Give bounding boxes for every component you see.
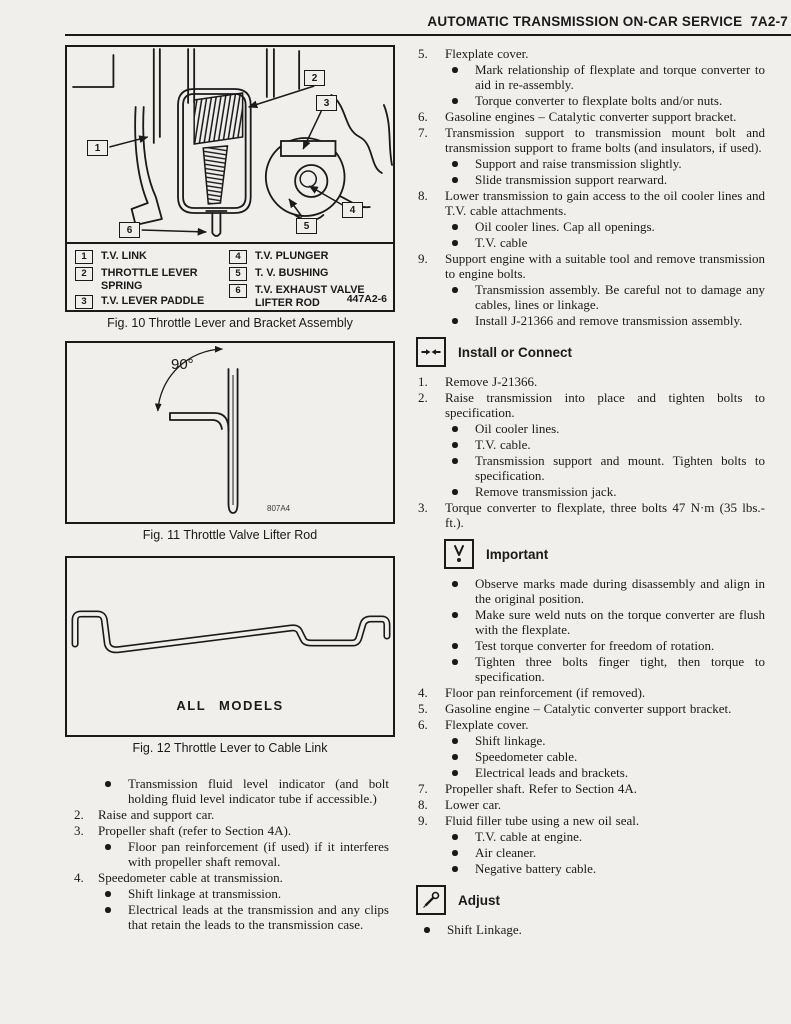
step-number: 8. <box>418 188 428 203</box>
page-body <box>65 45 765 937</box>
list-item: Electrical leads and brackets. <box>416 765 765 780</box>
legend-label: T.V. PLUNGER <box>255 250 329 262</box>
list-item: T.V. cable. <box>416 437 765 452</box>
bullet-icon <box>452 156 475 171</box>
step-number: 9. <box>418 251 428 266</box>
section-title: Install or Connect <box>458 344 573 360</box>
list-item: Oil cooler lines. Cap all openings. <box>416 219 765 234</box>
list-item: Shift linkage at transmission. <box>65 886 389 901</box>
list-item: 4. Floor pan reinforcement (if removed). <box>418 685 646 700</box>
screwdriver-icon <box>416 885 446 915</box>
bullet-icon <box>105 886 128 901</box>
list-item: 2. Raise transmission into place and tighten bolts to specification. <box>418 390 765 420</box>
list-item: 1. Remove J-21366. <box>418 374 538 389</box>
callout-box-1: 1 <box>87 140 108 156</box>
bullet-icon <box>452 607 475 637</box>
bullet-icon <box>452 62 475 92</box>
figure-11 <box>65 341 395 524</box>
bullet-icon <box>452 654 475 684</box>
figure-part-code: 447A2-6 <box>346 292 387 305</box>
list-item: 9. Support engine with a suitable tool and remove transmission to engine bolts. <box>418 251 765 281</box>
list-item: 8. Lower car. <box>418 797 502 812</box>
step-number: 4. <box>418 685 428 700</box>
figure-12 <box>65 556 395 737</box>
right-column <box>416 45 765 937</box>
bullet-icon <box>452 172 475 187</box>
legend-num-box: 3 <box>75 295 93 309</box>
list-item: 3. Torque converter to flexplate, three bolts 47 N·m (35 lbs.-ft.). <box>418 500 765 530</box>
bullet-icon <box>105 839 128 869</box>
bullet-icon <box>452 829 475 844</box>
bullet-icon <box>452 638 475 653</box>
figure-10 <box>65 45 395 312</box>
bullet-icon <box>452 749 475 764</box>
legend-label: T.V. EXHAUST VALVE LIFTER ROD <box>255 284 365 309</box>
step-number: 7. <box>418 781 428 796</box>
list-item: Slide transmission support rearward. <box>416 172 765 187</box>
callout-box-4: 4 <box>342 202 363 218</box>
adjust-section <box>416 885 765 915</box>
list-item: T.V. cable at engine. <box>416 829 765 844</box>
callout-box-5: 5 <box>296 218 317 234</box>
list-item: Electrical leads at the transmission and any clips that retain the leads to the transmission case. <box>65 902 389 932</box>
list-item: T.V. cable <box>416 235 765 250</box>
step-number: 6. <box>418 717 428 732</box>
list-item: 5. Gasoline engine – Catalytic converter support bracket. <box>418 701 732 716</box>
list-item: Make sure weld nuts on the torque converter are flush with the flexplate. <box>416 607 765 637</box>
header-rule <box>65 34 791 36</box>
list-item: Oil cooler lines. <box>416 421 765 436</box>
bullet-icon <box>452 453 475 483</box>
bullet-icon <box>452 861 475 876</box>
fig10-illustration <box>67 47 393 242</box>
legend-item <box>75 295 223 309</box>
section-title: Important <box>486 546 549 562</box>
fig11-illustration <box>67 343 393 522</box>
legend-item <box>75 267 223 292</box>
bullet-icon <box>452 235 475 250</box>
list-item: Remove transmission jack. <box>416 484 765 499</box>
list-item: Air cleaner. <box>416 845 765 860</box>
page-header: AUTOMATIC TRANSMISSION ON-CAR SERVICE 7A2-7 <box>427 14 788 29</box>
fig10-caption: Fig. 10 Throttle Lever and Bracket Assembly <box>107 316 353 330</box>
list-item: 2. Raise and support car. <box>65 807 389 822</box>
all-models-label: ALL MODELS <box>176 698 284 713</box>
callout-box-2: 2 <box>304 70 325 86</box>
callout-box-3: 3 <box>316 95 337 111</box>
legend-label: T.V. LEVER PADDLE <box>101 295 205 307</box>
important-section <box>444 539 765 569</box>
list-item: Shift Linkage. <box>416 922 765 937</box>
left-column-text <box>65 776 395 932</box>
bullet-icon <box>105 776 128 806</box>
important-icon <box>444 539 474 569</box>
figure-part-code: 807A4 <box>267 504 291 513</box>
legend-item <box>75 250 223 264</box>
merge-arrows-icon <box>416 337 446 367</box>
list-item: Observe marks made during disassembly and align in the original position. <box>416 576 765 606</box>
step-number: 4. <box>74 870 84 885</box>
list-item: 6. Gasoline engines – Catalytic converter support bracket. <box>418 109 737 124</box>
bullet-icon <box>452 282 475 312</box>
bullet-icon <box>452 484 475 499</box>
angle-label: 90° <box>171 356 194 373</box>
bullet-icon <box>424 922 447 937</box>
section-title: Adjust <box>458 892 500 908</box>
legend-num-box: 4 <box>229 250 247 264</box>
list-item: Shift linkage. <box>416 733 765 748</box>
list-item: Test torque converter for freedom of rotation. <box>416 638 765 653</box>
step-number: 3. <box>418 500 428 515</box>
fig12-illustration <box>67 558 393 735</box>
list-item: 8. Lower transmission to gain access to the oil cooler lines and T.V. cable attachments. <box>418 188 765 218</box>
fig10-legend <box>67 242 393 310</box>
step-number: 8. <box>418 797 428 812</box>
step-number: 2. <box>418 390 428 405</box>
bullet-icon <box>452 845 475 860</box>
bullet-icon <box>452 437 475 452</box>
bullet-icon <box>452 765 475 780</box>
legend-num-box: 6 <box>229 284 247 298</box>
list-item: Torque converter to flexplate bolts and/or nuts. <box>416 93 765 108</box>
step-number: 7. <box>418 125 428 140</box>
step-number: 5. <box>418 46 428 61</box>
legend-item <box>229 267 384 281</box>
legend-label: T. V. BUSHING <box>255 267 329 279</box>
list-item: 7. Propeller shaft. Refer to Section 4A. <box>418 781 638 796</box>
left-column <box>65 45 395 937</box>
callout-box-6: 6 <box>119 222 140 238</box>
bullet-icon <box>452 421 475 436</box>
list-item: Floor pan reinforcement (if used) if it interferes with propeller shaft removal. <box>65 839 389 869</box>
list-item: Transmission assembly. Be careful not to damage any cables, lines or linkage. <box>416 282 765 312</box>
list-item: Transmission support and mount. Tighten bolts to specification. <box>416 453 765 483</box>
bullet-icon <box>452 219 475 234</box>
fig12-caption: Fig. 12 Throttle Lever to Cable Link <box>132 741 328 755</box>
legend-num-box: 2 <box>75 267 93 281</box>
bullet-icon <box>452 576 475 606</box>
list-item: 9. Fluid filler tube using a new oil seal. <box>418 813 640 828</box>
list-item: Tighten three bolts finger tight, then torque to specification. <box>416 654 765 684</box>
step-number: 3. <box>74 823 84 838</box>
bullet-icon <box>105 902 128 932</box>
legend-num-box: 1 <box>75 250 93 264</box>
legend-label: THROTTLE LEVER SPRING <box>101 267 198 292</box>
list-item: 7. Transmission support to transmission mount bolt and transmission support to frame bolts (and insulators, if used). <box>418 125 765 155</box>
list-item: Install J-21366 and remove transmission assembly. <box>416 313 765 328</box>
list-item: 4. Speedometer cable at transmission. <box>65 870 389 885</box>
legend-item <box>229 250 384 264</box>
list-item: Mark relationship of flexplate and torque converter to aid in re-assembly. <box>416 62 765 92</box>
legend-column-left <box>75 250 223 312</box>
list-item: Negative battery cable. <box>416 861 765 876</box>
lifter-rod-drawing <box>67 343 393 522</box>
step-number: 6. <box>418 109 428 124</box>
list-item: 3. Propeller shaft (refer to Section 4A). <box>65 823 389 838</box>
bullet-icon <box>452 93 475 108</box>
list-item: Support and raise transmission slightly. <box>416 156 765 171</box>
bullet-icon <box>452 733 475 748</box>
list-item: Transmission fluid level indicator (and bolt holding fluid level indicator tube if accessible.) <box>65 776 389 806</box>
legend-num-box: 5 <box>229 267 247 281</box>
list-item: 6. Flexplate cover. <box>418 717 529 732</box>
step-number: 5. <box>418 701 428 716</box>
legend-label: T.V. LINK <box>101 250 147 262</box>
list-item: 5. Flexplate cover. <box>418 46 529 61</box>
install-or-connect-section <box>416 337 765 367</box>
fig11-caption: Fig. 11 Throttle Valve Lifter Rod <box>142 528 318 542</box>
bullet-icon <box>452 313 475 328</box>
step-number: 2. <box>74 807 84 822</box>
step-number: 1. <box>418 374 428 389</box>
list-item: Speedometer cable. <box>416 749 765 764</box>
step-number: 9. <box>418 813 428 828</box>
